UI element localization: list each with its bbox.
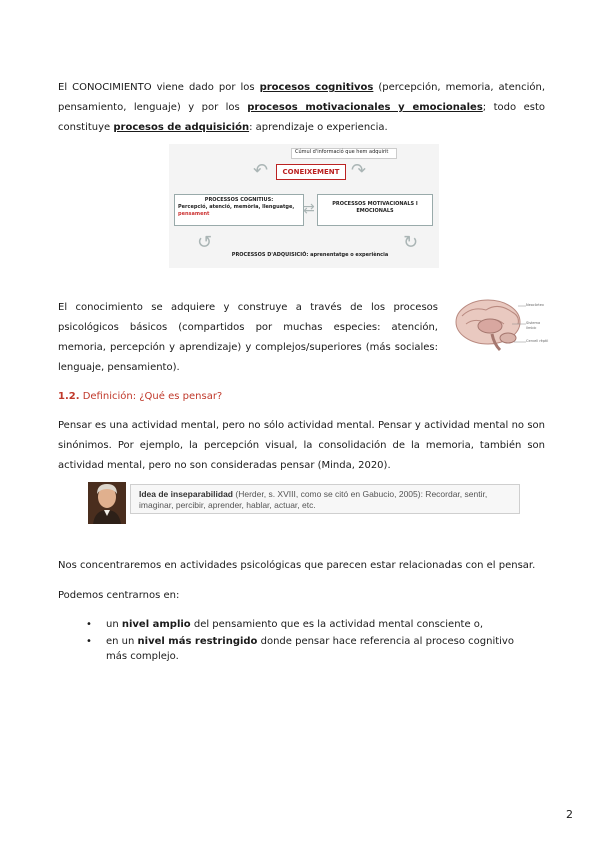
levels-list: [86, 617, 526, 664]
diagram-arrow-left-up: ↶: [253, 160, 269, 181]
bullet-2-bold: nivel más restringido: [137, 636, 258, 647]
diagram-arrow-bottom-right: ↻: [403, 232, 419, 253]
intro-paragraph: [58, 78, 545, 138]
focus-paragraph: Nos concentraremos en actividades psicológicas que parecen estar relacionadas con el pensar.: [58, 560, 536, 571]
intro-text-5: ; todo esto constituye: [58, 102, 545, 133]
knowledge-paragraph: El conocimiento se adquiere y construye a través de los procesos psicológicos básicos (compartidos por muchas especies: atención, memoria, percepción y aprendizaje) y complejos/superiores (más sociales: lenguaje, pensamiento).: [58, 302, 438, 373]
diagram-top-note: Cúmul d'informació que hem adquirit: [291, 148, 397, 159]
bullet-1-bold: nivel amplio: [121, 619, 191, 630]
diagram-left-title: PROCESSOS COGNITIUS:: [204, 197, 274, 203]
section-number: 1.2.: [58, 391, 80, 402]
diagram-left-red: pensament: [178, 211, 210, 217]
diagram-center-box: [276, 164, 346, 180]
page-number: 2: [566, 808, 573, 821]
list-item: [86, 634, 526, 664]
diagram-left-box: [174, 194, 304, 226]
diagram-right-label: PROCESSOS MOTIVACIONALS I EMOCIONALS: [332, 201, 418, 214]
herder-portrait: [88, 482, 126, 524]
thinking-definition-paragraph: Pensar es una actividad mental, pero no sólo actividad mental. Pensar y actividad mental no son sinónimos. Por ejemplo, la percepción visual, la consolidación de la memoria, también son actividad mental, pero no son consideradas pensar (Minda, 2020).: [58, 420, 545, 471]
quote-title: Idea de inseparabilidad: [139, 489, 234, 499]
diagram-center-label: CONEIXEMENT: [282, 168, 340, 176]
portrait-icon: [88, 482, 126, 524]
centrarnos-paragraph: Podemos centrarnos en:: [58, 590, 180, 601]
knowledge-diagram: [169, 144, 439, 268]
brain-illustration: [452, 294, 550, 354]
bullet-2-pre: en un: [106, 636, 138, 647]
intro-motivational-processes: procesos motivacionales y emocionales: [247, 102, 483, 113]
brain-label-limbic: Sistema límbic: [526, 321, 541, 330]
diagram-arrow-bidirectional: ⇄: [303, 201, 315, 217]
section-heading: [58, 390, 222, 404]
intro-acquisition-processes: procesos de adquisición: [113, 122, 250, 133]
intro-text-1: El CONOCIMIENTO viene dado por los: [58, 82, 260, 93]
brain-label-neocortex: Neocòrtex: [526, 303, 544, 307]
diagram-bottom-label: PROCESSOS D'ADQUISICIÓ: aprenentatge o experiència: [231, 252, 389, 258]
brain-label-reptile: Cervell rèptil: [526, 339, 549, 343]
bullet-1-post: del pensamiento que es la actividad mental consciente o,: [190, 619, 484, 630]
inseparability-quote: [130, 484, 520, 514]
section-title: Definición: ¿Qué es pensar?: [82, 391, 223, 402]
intro-text-3: (percepción, memoria, atención, pensamiento, lenguaje) y por los: [58, 82, 546, 113]
diagram-left-body: Percepció, atenció, memòria, llenguatge,: [178, 204, 295, 210]
intro-text-7: : aprendizaje o experiencia.: [249, 122, 388, 133]
diagram-arrow-bottom-left: ↺: [197, 232, 213, 253]
bullet-2-post: donde pensar hace referencia al proceso cognitivo más complejo.: [106, 636, 514, 662]
quote-text: (Herder, s. XVIII, como se citó en Gabucio, 2005): Recordar, sentir, imaginar, percibir, aprender, hablar, actuar, etc.: [139, 489, 488, 510]
list-item: [86, 617, 526, 632]
intro-cognitive-processes: procesos cognitivos: [259, 82, 374, 93]
diagram-arrow-right-down: ↷: [351, 160, 367, 181]
diagram-right-box: [317, 194, 433, 226]
bullet-1-pre: un: [106, 619, 122, 630]
